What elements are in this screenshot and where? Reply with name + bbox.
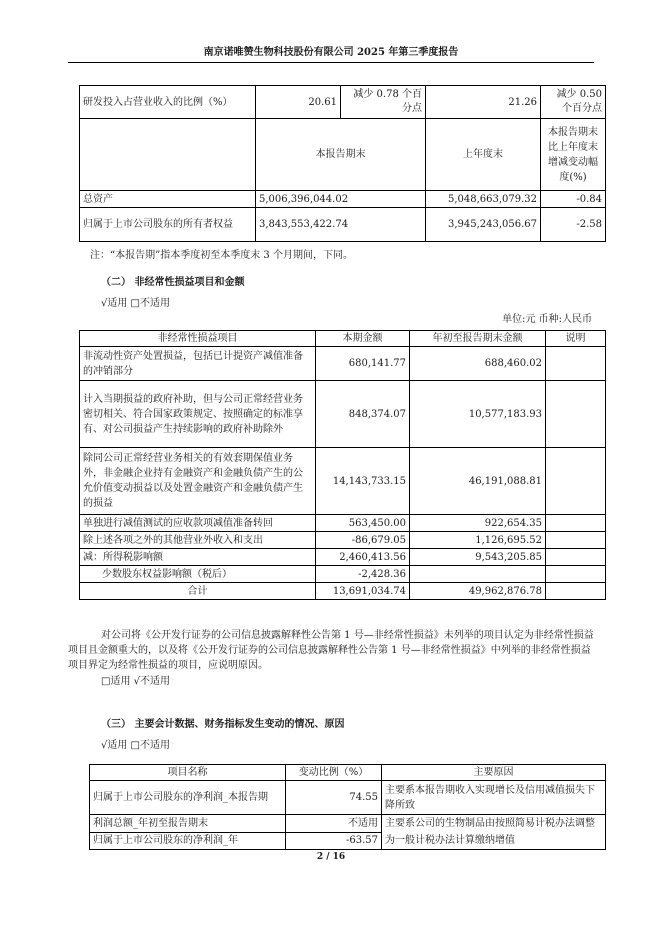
table-row bbox=[80, 566, 606, 583]
row-current: 5,006,396,044.02 bbox=[256, 191, 426, 208]
table-header-row bbox=[90, 765, 606, 781]
main-reason: 主要系公司的生物制品由按照简易计税办法调整为一般计税办法计算缴纳增值 bbox=[382, 815, 606, 850]
item-cell: 单独进行减值测试的应收款项减值准备转回 bbox=[80, 515, 316, 532]
ytd-cell: 9,543,205.85 bbox=[410, 549, 546, 566]
table-row bbox=[80, 208, 606, 242]
rd-ratio-ytd: 21.26 bbox=[426, 86, 541, 119]
table-row bbox=[80, 86, 606, 119]
col-prior-year-end: 上年度末 bbox=[426, 119, 541, 191]
current-cell: 848,374.07 bbox=[316, 381, 410, 448]
desc-cell bbox=[546, 566, 606, 583]
ytd-cell: 922,654.35 bbox=[410, 515, 546, 532]
current-cell: 14,143,733.15 bbox=[316, 448, 410, 515]
desc-cell bbox=[546, 347, 606, 381]
empty-cell bbox=[80, 119, 256, 191]
col-current: 本期金额 bbox=[316, 331, 410, 347]
row-current: 3,843,553,422.74 bbox=[256, 208, 426, 242]
current-cell: 2,460,413.56 bbox=[316, 549, 410, 566]
total-label: 合计 bbox=[80, 583, 316, 600]
col-item: 非经常性损益项目 bbox=[80, 331, 316, 347]
desc-cell bbox=[546, 381, 606, 448]
desc-cell bbox=[546, 515, 606, 532]
changes-table bbox=[89, 764, 606, 850]
current-cell: -2,428.36 bbox=[316, 566, 410, 583]
current-cell: 563,450.00 bbox=[316, 515, 410, 532]
item-cell: 除同公司正常经营业务相关的有效套期保值业务外，非金融企业持有金融资产和金融负债产生的公允价值变动损益以及处置金融资产和金融负债产生的损益 bbox=[80, 448, 316, 515]
change-ratio: -63.57 bbox=[286, 832, 382, 850]
main-reason: 主要系本报告期收入实现增长及信用减值损失下降所致 bbox=[382, 781, 606, 815]
table-row bbox=[80, 191, 606, 208]
section2-applicable: √适用 □不适用 bbox=[101, 298, 170, 309]
col-main-reason: 主要原因 bbox=[382, 765, 606, 781]
desc-cell bbox=[546, 448, 606, 515]
page-header: 南京诺唯赞生物科技股份有限公司 2025 年第三季度报告 bbox=[203, 47, 459, 58]
change-ratio: 不适用 bbox=[286, 815, 382, 833]
current-cell: -86,679.05 bbox=[316, 532, 410, 549]
table-row bbox=[80, 448, 606, 515]
item-cell: 除上述各项之外的其他营业外收入和支出 bbox=[80, 532, 316, 549]
row-change: -0.84 bbox=[541, 191, 606, 208]
rd-ratio-change2: 减少 0.50 个百分点 bbox=[541, 86, 606, 119]
row-prior: 5,048,663,079.32 bbox=[426, 191, 541, 208]
table-total-row bbox=[80, 583, 606, 600]
section3-applicable: √适用 □不适用 bbox=[101, 740, 170, 751]
non-recurring-items-table bbox=[79, 330, 606, 600]
col-desc: 说明 bbox=[546, 331, 606, 347]
table-row bbox=[80, 381, 606, 448]
item-cell: 计入当期损益的政府补助，但与公司正常经营业务密切相关、符合国家政策规定、按照确定的标准享有、对公司损益产生持续影响的政府补助除外 bbox=[80, 381, 316, 448]
item-name: 归属于上市公司股东的净利润_年 bbox=[90, 832, 286, 850]
table-row bbox=[80, 532, 606, 549]
key-financial-data-table bbox=[79, 85, 606, 242]
total-current: 13,691,034.74 bbox=[316, 583, 410, 600]
col-item-name: 项目名称 bbox=[90, 765, 286, 781]
table-row bbox=[80, 515, 606, 532]
col-change-ratio: 变动比例（%） bbox=[286, 765, 382, 781]
ytd-cell: 46,191,088.81 bbox=[410, 448, 546, 515]
ytd-cell: 1,126,695.52 bbox=[410, 532, 546, 549]
row-label: 总资产 bbox=[80, 191, 256, 208]
desc-cell bbox=[546, 532, 606, 549]
unit-label: 单位:元 币种:人民币 bbox=[502, 314, 592, 325]
change-ratio: 74.55 bbox=[286, 781, 382, 815]
header-rule bbox=[68, 62, 594, 63]
table-row bbox=[80, 549, 606, 566]
col-change-rate: 本报告期末比上年度末增减变动幅度(%) bbox=[541, 119, 606, 191]
table-header-row bbox=[80, 331, 606, 347]
section2-title: （二） 非经常性损益项目和金额 bbox=[101, 277, 245, 288]
item-cell: 非流动性资产处置损益，包括已计提资产减值准备的冲销部分 bbox=[80, 347, 316, 381]
rd-ratio-current: 20.61 bbox=[256, 86, 341, 119]
rd-ratio-label: 研发投入占营业收入的比例（%） bbox=[80, 86, 256, 119]
row-label: 归属于上市公司股东的所有者权益 bbox=[80, 208, 256, 242]
table-row bbox=[90, 815, 606, 833]
total-desc bbox=[546, 583, 606, 600]
page-number: 2 / 16 bbox=[316, 852, 346, 862]
explanation-paragraph: 对公司将《公开发行证券的公司信息披露解释性公告第 1 号—非经常性损益》未列举的项目认定为非经常性损益项目且金额重大的，以及将《公开发行证券的公司信息披露解释性公告第 1 号—非经常性损益》中列举的非经常性损益项目界定为经常性损益的项目，应说明原因。 bbox=[68, 630, 594, 671]
total-ytd: 49,962,876.78 bbox=[410, 583, 546, 600]
desc-cell bbox=[546, 549, 606, 566]
item-cell: 减：所得税影响额 bbox=[80, 549, 316, 566]
row-change: -2.58 bbox=[541, 208, 606, 242]
rd-ratio-change1: 减少 0.78 个百分点 bbox=[341, 86, 426, 119]
ytd-cell: 10,577,183.93 bbox=[410, 381, 546, 448]
ytd-cell bbox=[410, 566, 546, 583]
row-prior: 3,945,243,056.67 bbox=[426, 208, 541, 242]
item-name: 归属于上市公司股东的净利润_本报告期 bbox=[90, 781, 286, 815]
current-cell: 680,141.77 bbox=[316, 347, 410, 381]
section3-title: （三） 主要会计数据、财务指标发生变动的情况、原因 bbox=[101, 719, 345, 730]
ytd-cell: 688,460.02 bbox=[410, 347, 546, 381]
table-row bbox=[80, 347, 606, 381]
note-text: 注：“本报告期”指本季度初至本季度末 3 个月期间，下同。 bbox=[90, 250, 353, 261]
item-name: 利润总额_年初至报告期末 bbox=[90, 815, 286, 833]
item-cell: 少数股东权益影响额（税后） bbox=[80, 566, 316, 583]
table-header-row bbox=[80, 119, 606, 191]
table-row bbox=[90, 781, 606, 815]
col-current-period-end: 本报告期末 bbox=[256, 119, 426, 191]
section2-applicable2: □适用 √不适用 bbox=[101, 676, 170, 687]
col-ytd: 年初至报告期末金额 bbox=[410, 331, 546, 347]
